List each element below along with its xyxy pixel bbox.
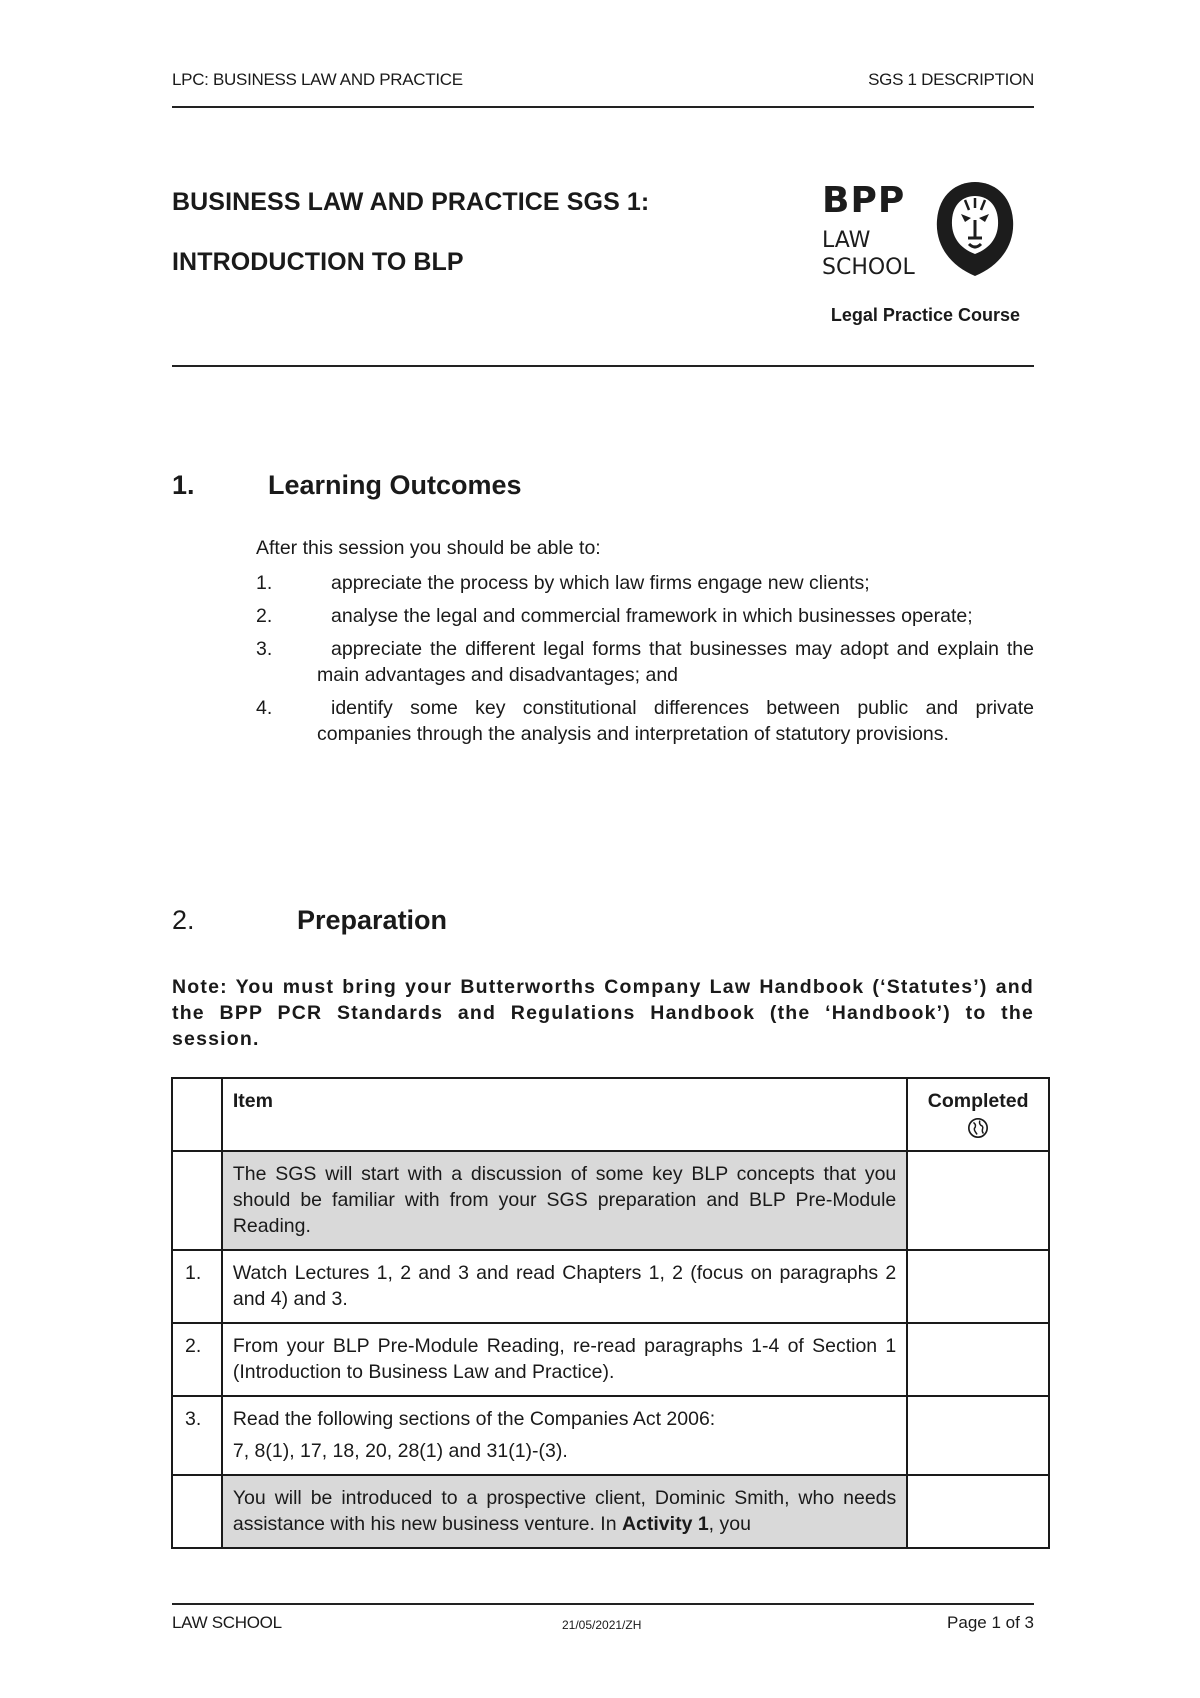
header-rule — [172, 106, 1034, 108]
activity-1-label: Activity 1 — [621, 1513, 709, 1535]
list-item-number: 2. — [256, 605, 273, 627]
list-item-text: appreciate the different legal forms that businesses may adopt and explain the main advantages and disadvantages; and — [317, 638, 1034, 686]
list-item-number: 4. — [256, 697, 273, 719]
preparation-note: Note: You must bring your Butterworths Company Law Handbook (‘Statutes’) and the BPP PCR Standards and Regulations Handbook (the ‘Handbook’) to the session. — [172, 976, 1034, 1050]
section-2-heading: Preparation — [297, 905, 448, 935]
lion-head-icon — [935, 180, 1015, 278]
table-row — [172, 1475, 1049, 1548]
table-cell-number — [172, 1151, 222, 1250]
list-item-number: 3. — [256, 638, 273, 660]
table-cell-completed — [907, 1151, 1049, 1250]
list-item — [256, 603, 1034, 629]
footer-rule — [172, 1603, 1034, 1605]
table-cell-item: The SGS will start with a discussion of some key BLP concepts that you should be familiar with from your SGS preparation and BLP Pre-Module Reading. — [222, 1151, 907, 1250]
table-cell-number: 2. — [172, 1323, 222, 1396]
globe-icon — [967, 1117, 989, 1139]
table-row — [172, 1396, 1049, 1475]
table-cell-item — [222, 1396, 907, 1475]
learning-outcomes-intro: After this session you should be able to: — [256, 537, 601, 559]
logo-word-school: SCHOOL — [822, 255, 915, 280]
table-cell-completed — [907, 1250, 1049, 1323]
table-cell-number: 3. — [172, 1396, 222, 1475]
section-2-number: 2. — [172, 905, 195, 935]
bpp-law-school-logo — [822, 180, 1022, 285]
table-row — [172, 1250, 1049, 1323]
table-cell-completed — [907, 1323, 1049, 1396]
footer-page-number: Page 1 of 3 — [947, 1613, 1034, 1632]
table-cell-completed — [907, 1475, 1049, 1548]
logo-word-bpp: BPP — [822, 180, 906, 221]
table-cell-completed — [907, 1396, 1049, 1475]
table-cell-item-line-2: 7, 8(1), 17, 18, 20, 28(1) and 31(1)-(3). — [232, 1440, 568, 1462]
table-cell-number: 1. — [172, 1250, 222, 1323]
table-cell-text-a: You will be introduced to a prospective client, Dominic Smith, who needs assistance with his new business venture. In — [232, 1487, 897, 1535]
list-item-text: appreciate the process by which law firms engage new clients; — [331, 572, 870, 594]
footer-left: LAW SCHOOL — [172, 1613, 282, 1632]
table-row — [172, 1151, 1049, 1250]
document-title-line-2: INTRODUCTION TO BLP — [172, 248, 464, 276]
list-item — [256, 636, 1034, 688]
learning-outcomes-list — [256, 570, 1034, 754]
table-cell-item: From your BLP Pre-Module Reading, re-read paragraphs 1-4 of Section 1 (Introduction to Business Law and Practice). — [222, 1323, 907, 1396]
table-row — [172, 1323, 1049, 1396]
table-header-item: Item — [222, 1078, 907, 1151]
table-header-completed — [907, 1078, 1049, 1151]
title-rule — [172, 365, 1034, 367]
section-1-number: 1. — [172, 470, 195, 500]
running-header-right: SGS 1 DESCRIPTION — [868, 70, 1034, 89]
table-cell-number — [172, 1475, 222, 1548]
table-header-row — [172, 1078, 1049, 1151]
footer-date-code: 21/05/2021/ZH — [562, 1618, 642, 1632]
table-cell-item-line-1: Read the following sections of the Companies Act 2006: — [232, 1408, 716, 1430]
table-cell-item — [222, 1475, 907, 1548]
table-header-number — [172, 1078, 222, 1151]
table-cell-text-b: , you — [708, 1513, 751, 1535]
list-item-text: identify some key constitutional differences between public and private companies through the analysis and interpretation of statutory provisions. — [317, 697, 1034, 745]
list-item — [256, 570, 1034, 596]
preparation-table — [171, 1077, 1050, 1549]
course-label: Legal Practice Course — [830, 305, 1020, 325]
table-cell-item: Watch Lectures 1, 2 and 3 and read Chapters 1, 2 (focus on paragraphs 2 and 4) and 3. — [222, 1250, 907, 1323]
logo-word-law: LAW — [822, 228, 871, 253]
list-item-number: 1. — [256, 572, 273, 594]
list-item — [256, 695, 1034, 747]
running-header-left: LPC: BUSINESS LAW AND PRACTICE — [172, 70, 463, 89]
document-title-line-1: BUSINESS LAW AND PRACTICE SGS 1: — [172, 188, 650, 216]
list-item-text: analyse the legal and commercial framework in which businesses operate; — [331, 605, 973, 627]
section-1-heading: Learning Outcomes — [268, 470, 522, 500]
completed-label: Completed — [927, 1090, 1029, 1112]
